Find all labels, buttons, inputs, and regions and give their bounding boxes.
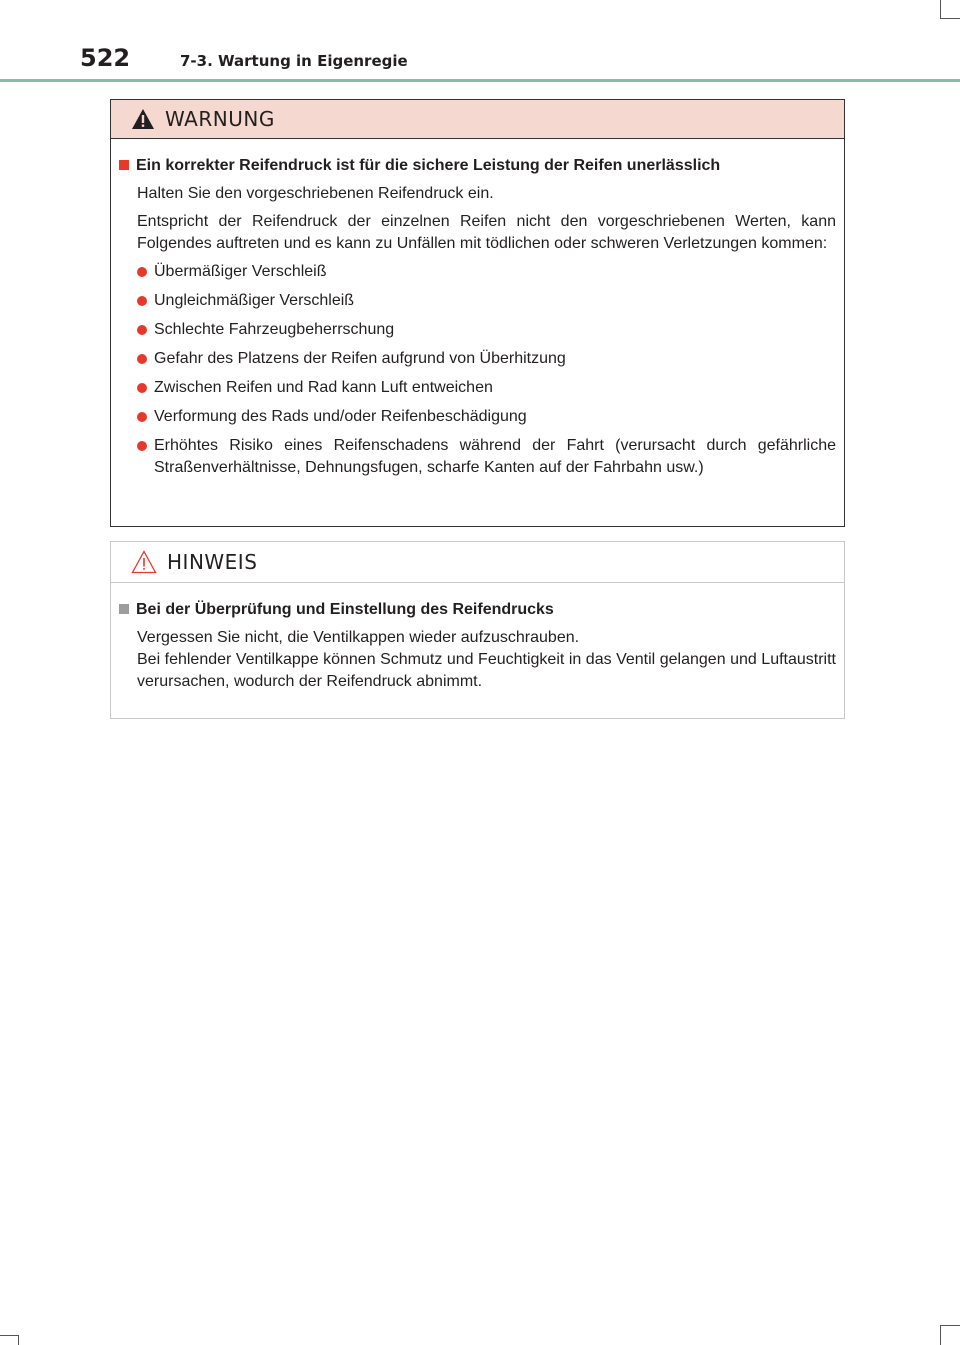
notice-box xyxy=(110,541,845,719)
warning-triangle-icon xyxy=(131,108,155,130)
warning-bullet: Ungleichmäßiger Verschleiß xyxy=(137,290,836,312)
notice-header xyxy=(111,542,844,583)
notice-subheading-text: Bei der Überprüfung und Einstellung des Reifendrucks xyxy=(136,601,554,618)
bullet-dot-icon xyxy=(137,441,147,451)
warning-body xyxy=(111,139,844,479)
bullet-dot-icon xyxy=(137,325,147,335)
warning-bullet: Schlechte Fahrzeugbeherrschung xyxy=(137,319,836,341)
bullet-dot-icon xyxy=(137,383,147,393)
warning-header xyxy=(111,100,844,139)
crop-mark xyxy=(940,1325,960,1326)
bullet-dot-icon xyxy=(137,296,147,306)
crop-mark xyxy=(940,1325,941,1345)
notice-paragraph: Vergessen Sie nicht, die Ventilkappen wieder aufzuschrauben. xyxy=(137,629,580,646)
gray-square-icon xyxy=(119,604,129,614)
notice-subheading xyxy=(119,599,836,621)
warning-subheading xyxy=(119,155,836,177)
warning-box xyxy=(110,99,845,527)
bullet-dot-icon xyxy=(137,267,147,277)
caution-triangle-icon xyxy=(131,550,157,574)
warning-subheading-text: Ein korrekter Reifendruck ist für die sichere Leistung der Reifen unerlässlich xyxy=(136,157,721,174)
warning-label: WARNUNG xyxy=(165,107,275,131)
warning-bullet: Erhöhtes Risiko eines Reifenschadens während der Fahrt (verursacht durch gefährliche Straßenverhältnisse, Dehnungsfugen, scharfe Kanten auf der Fahrbahn usw.) xyxy=(137,435,836,479)
warning-paragraph: Entspricht der Reifendruck der einzelnen Reifen nicht den vorgeschriebenen Werten, kann Folgendes auftreten und es kann zu Unfällen mit tödlichen oder schweren Verletzungen kommen: xyxy=(137,213,836,252)
page-number: 522 xyxy=(80,44,131,72)
bullet-dot-icon xyxy=(137,412,147,422)
warning-bullet: Übermäßiger Verschleiß xyxy=(137,261,836,283)
red-square-icon xyxy=(119,160,129,170)
notice-label: HINWEIS xyxy=(167,550,258,574)
crop-mark xyxy=(18,1335,19,1345)
warning-paragraph: Halten Sie den vorgeschriebenen Reifendruck ein. xyxy=(137,185,494,202)
section-title: 7-3. Wartung in Eigenregie xyxy=(180,52,408,70)
crop-mark xyxy=(940,18,960,19)
crop-mark xyxy=(0,1335,18,1336)
warning-bullet: Verformung des Rads und/oder Reifenbeschädigung xyxy=(137,406,836,428)
warning-bullet: Zwischen Reifen und Rad kann Luft entweichen xyxy=(137,377,836,399)
bullet-dot-icon xyxy=(137,354,147,364)
notice-body xyxy=(111,583,844,693)
notice-paragraph: Bei fehlender Ventilkappe können Schmutz und Feuchtigkeit in das Ventil gelangen und Luftaustritt verursachen, wodurch der Reifendruck abnimmt. xyxy=(137,651,836,690)
warning-bullet: Gefahr des Platzens der Reifen aufgrund von Überhitzung xyxy=(137,348,836,370)
header-rule xyxy=(0,79,960,82)
crop-mark xyxy=(940,0,941,18)
